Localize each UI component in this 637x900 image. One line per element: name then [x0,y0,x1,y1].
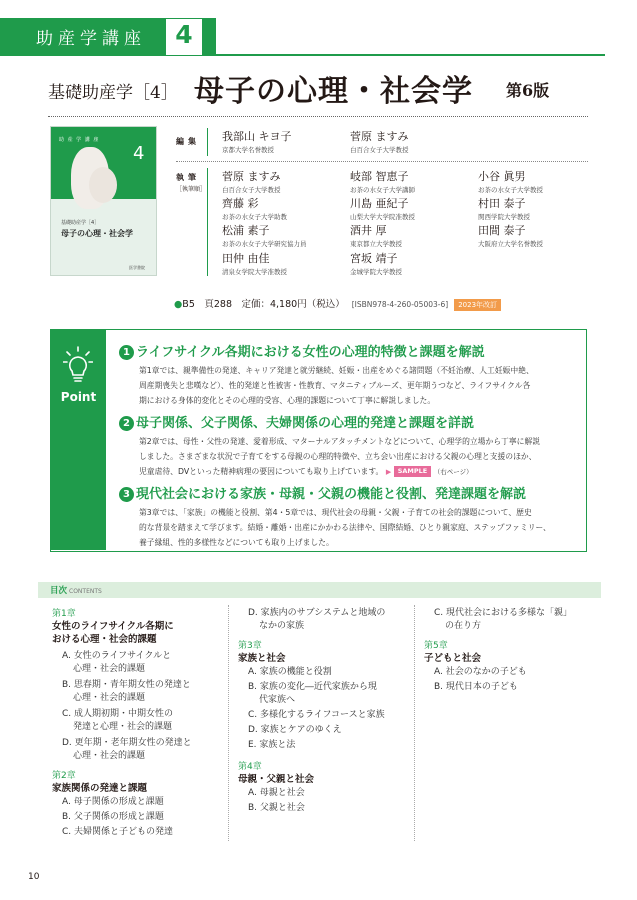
toc-item: A. 女性のライフサイクルと 心理・社会的課題 [62,651,172,674]
point-box [50,329,587,552]
author-entry [222,195,287,221]
point-body-line: 期における身体的変化とその心理的受容、心理的課題について丁寧に解説しました。 [139,396,436,405]
isbn: [ISBN978-4-260-05003-6] [351,300,449,309]
toc-item: A. 母親と社会 [248,788,305,798]
point-number: 3 [119,487,134,502]
point-number: 1 [119,345,134,360]
toc-label [50,584,102,596]
specs-bullet: ● [174,299,183,310]
point-body-line: 的な背景を踏まえて学びます。結婚・離婚・出産にかかわる法律や、国際結婚、ひとり親家庭、ステップファミリー、 [139,523,551,532]
point-sidebar [51,330,106,550]
toc-item: D. 家族とケアのゆくえ [248,725,342,735]
author-entry [350,222,402,248]
play-triangle-icon: ▶ [385,468,392,476]
toc-header [38,582,601,598]
point-body-line: 第3章では、「家族」の機能と役割、第4・5章では、現代社会の母親・父親・子育ての社会的課題について、歴史 [139,508,532,517]
sample-page-ref: （右ページ） [433,468,473,476]
toc-item: B. 父親と社会 [248,803,305,813]
revision-badge: 2023年改訂 [454,299,501,311]
sample-button[interactable]: SAMPLE [394,466,432,477]
author-name: 小谷 眞男 [478,170,526,183]
author-entry [478,195,530,221]
authors-divider [207,168,208,276]
toc-item: A. 社会のなかの子ども [434,667,527,677]
cover-subtitle: 基礎助産学［4］ [61,220,100,226]
chapter-title: 家族と社会 [238,653,286,664]
chapter-title: 家族関係の発達と課題 [52,783,148,794]
cover-title: 母子の心理・社会学 [61,228,133,238]
author-name: 宮坂 靖子 [350,252,398,265]
author-name: 村田 泰子 [478,197,526,210]
toc-item: C. 夫婦関係と子どもの発達 [62,827,174,837]
toc-item: B. 現代日本の子ども [434,682,518,692]
editor-affiliation: 京都大学名誉教授 [222,146,274,154]
point-item [119,483,579,550]
toc-item: B. 父子関係の形成と課題 [62,812,164,822]
series-label: 助産学講座 [36,29,146,49]
editor-entry [350,128,409,154]
author-affiliation: お茶の水女子大学講師 [350,186,415,194]
author-affiliation: 関西学院大学教授 [478,213,530,221]
title-divider [48,116,588,117]
toc-column [424,608,572,695]
toc-label-jp: 目次 [50,586,68,596]
toc-label-en: CONTENTS [69,588,102,595]
author-entry [478,222,543,248]
toc-item: C. 多様化するライフコースと家族 [248,710,385,720]
author-name: 田仲 由佳 [222,252,270,265]
point-body-line [139,464,579,480]
toc-column [238,608,385,816]
toc-column-divider [228,605,229,841]
cover-photo-belly [89,167,117,203]
author-name: 酒井 厚 [350,224,387,237]
authors-role-label: 執筆 [176,173,200,182]
toc-item: E. 家族と法 [248,740,296,750]
toc-item: D. 家族内のサブシステムと地域の なかの家族 [248,608,386,631]
chapter-number: 第2章 [52,771,76,781]
toc-item: B. 思春期・青年期女性の発達と 心理・社会的課題 [62,680,191,703]
toc-column-divider [414,605,415,841]
page-number: 10 [28,872,40,882]
author-affiliation: お茶の水女子大学研究協力員 [222,240,307,248]
cover-publisher: 医学書院 [129,265,145,270]
chapter-title: 女性のライフサイクル各期に [52,621,174,632]
author-entry [478,168,543,194]
point-body-line: 第2章では、母性・父性の発達、愛着形成、マターナルアタッチメントなどについて、心理学的立場から丁寧に解説 [139,437,541,446]
point-heading [119,483,579,502]
editor-affiliation: 白百合女子大学教授 [350,146,409,154]
author-name: 岐部 智恵子 [350,170,409,183]
author-entry [350,195,415,221]
point-body-line: 周産期喪失と悲嘆など）、性的発達と性被害・性教育、マタニティブルーズ、更年期うつなど、ライフサイクル各 [139,381,531,390]
author-affiliation: 白百合女子大学教授 [222,186,281,194]
point-body-line: しました。さまざまな状況で子育てをする母親の心理的特徴や、立ち会い出産における父親の心理と支援のほか、 [139,452,537,461]
point-body [139,434,579,480]
toc-item: C. 成人期初期・中期女性の 発達と心理・社会的課題 [62,709,174,732]
toc-item: D. 更年期・老年期女性の発達と 心理・社会的課題 [62,738,192,761]
book-specs [174,296,501,311]
author-name: 川島 亜紀子 [350,197,409,210]
point-heading-text: 母子関係、父子関係、夫婦関係の心理的発達と課題を詳説 [136,416,475,431]
point-item [119,341,579,408]
author-entry [222,250,287,276]
author-name: 田間 泰子 [478,224,526,237]
author-entry [350,168,415,194]
author-name: 菅原 ますみ [222,170,281,183]
point-body-line: 養子縁組、性的多様性などについても取り上げました。 [139,538,334,547]
editors-role-label: 編集 [176,137,200,146]
author-name: 松浦 素子 [222,224,270,237]
author-affiliation: 金城学院大学教授 [350,268,402,276]
author-affiliation: 大阪府立大学名誉教授 [478,240,543,248]
toc-column [52,608,192,840]
point-body [139,363,579,408]
cover-number: 4 [133,143,145,164]
chapter-number: 第4章 [238,762,262,772]
point-label: Point [60,390,97,404]
author-entry [350,250,402,276]
author-affiliation: 東京都立大学教授 [350,240,402,248]
toc-item: A. 母子関係の形成と課題 [62,797,164,807]
book-cover-image [50,126,157,276]
point-body [139,505,579,550]
point-item [119,412,579,480]
authors-role-sub: ［執筆順］ [176,186,207,193]
series-banner [0,18,216,56]
editor-entry [222,128,292,154]
toc-item: B. 家族の変化―近代家族から現 代家族へ [248,682,377,705]
chapter-number: 第1章 [52,609,76,619]
chapter-title: 子どもと社会 [424,653,482,664]
lightbulb-icon [63,346,93,386]
point-body-line: 第1章では、親準備性の発達、キャリア発達と就労継続、妊娠・出産をめぐる諸問題（不妊治療、人工妊娠中絶、 [139,366,534,375]
point-number: 2 [119,416,134,431]
chapter-title: 母親・父親と社会 [238,774,315,785]
authors-divider-line [176,161,588,162]
author-affiliation: 清泉女学院大学准教授 [222,268,287,276]
editor-name: 菅原 ますみ [350,130,409,143]
editors-divider [207,128,208,156]
point-heading-text: ライフサイクル各期における女性の心理的特徴と課題を解説 [136,345,485,360]
series-number-box [166,19,202,55]
banner-rule [216,54,605,56]
author-name: 齊藤 彩 [222,197,259,210]
author-entry [222,168,281,194]
point-heading [119,341,579,360]
book-title: 母子の心理・社会学 [194,74,473,109]
specs-text: B5 頁288 定価：4,180円（税込） [182,299,345,310]
toc-item: A. 家族の機能と役割 [248,667,332,677]
author-entry [222,222,307,248]
point-body-line-text: 児童虐待、DVといった精神病理の要因についても取り上げています。 [139,467,384,476]
editor-name: 我部山 キヨ子 [222,130,292,143]
author-affiliation: お茶の水女子大学助教 [222,213,287,221]
cover-series: 助 産 学 講 座 [59,137,100,143]
title-prefix: 基礎助産学［4］ [48,83,178,103]
author-affiliation: お茶の水女子大学教授 [478,186,543,194]
toc-item: C. 現代社会における多様な「親」 の在り方 [434,608,573,631]
chapter-number: 第5章 [424,641,448,651]
point-heading-text: 現代社会における家族・母親・父親の機能と役割、発達課題を解説 [136,487,527,502]
chapter-title: おける心理・社会的課題 [52,634,157,645]
edition-label: 第6版 [506,81,550,100]
author-affiliation: 山梨大学大学院准教授 [350,213,415,221]
series-number: 4 [175,20,193,49]
point-heading [119,412,579,431]
chapter-number: 第3章 [238,641,262,651]
